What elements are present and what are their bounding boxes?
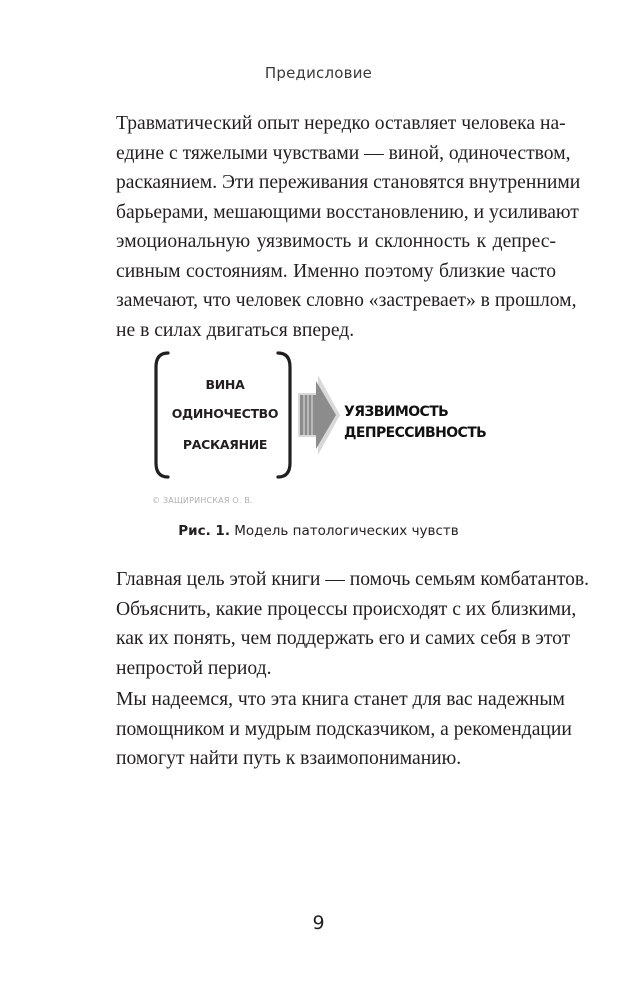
paragraph-hope [116,685,572,774]
caption-label: Рис. 1. [178,523,230,539]
figure-model [150,345,510,515]
feeling-guilt: ВИНА [205,377,245,392]
outcome-depressiveness: ДЕПРЕССИВНОСТЬ [344,425,487,441]
paragraph-intro [116,109,581,345]
text-line: сивным состояниям. Именно поэтому близкие часто [116,260,556,282]
text-line: едине с тяжелыми чувствами — виной, одиночеством, [116,142,571,164]
text-line: раскаянием. Эти переживания становятся внутренними [116,172,581,193]
feeling-remorse: РАСКАЯНИЕ [182,437,268,452]
text-line: Объяснить, какие процессы происходят с их близкими, [116,598,577,620]
page-number: 9 [312,912,325,934]
text-line: Главная цель этой книги — помочь семьям комбатантов. [116,569,590,590]
paragraph-goal [116,565,590,683]
text-line: Травматический опыт нередко оставляет человека на- [116,113,566,134]
text-line: помогут найти путь к взаимопониманию. [116,748,462,769]
caption-text: Модель патологических чувств [229,523,459,539]
text-line: помощником и мудрым подсказчиком, а рекомендации [116,718,572,740]
text-line: эмоциональную уязвимость и склонность к депрес- [116,231,556,252]
running-head: Предисловие [264,64,373,82]
feeling-loneliness: ОДИНОЧЕСТВО [171,406,279,421]
figure-copyright: © ЗАЩИРИНСКАЯ О. В. [152,496,253,505]
text-line: непростой период. [116,657,272,679]
text-line: не в силах двигаться вперед. [116,319,355,341]
text-line: барьерами, мешающими восстановлению, и усиливают [116,201,579,223]
text-line: Мы надеемся, что эта книга станет для вас надежным [116,689,565,710]
outcome-vulnerability: УЯЗВИМОСТЬ [344,404,449,420]
arrow-icon [298,375,340,455]
text-line: как их понять, чем поддержать его и самих себя в этот [116,628,571,649]
figure-caption [0,523,637,539]
text-line: замечают, что человек словно «застревает» в прошлом, [116,290,577,311]
